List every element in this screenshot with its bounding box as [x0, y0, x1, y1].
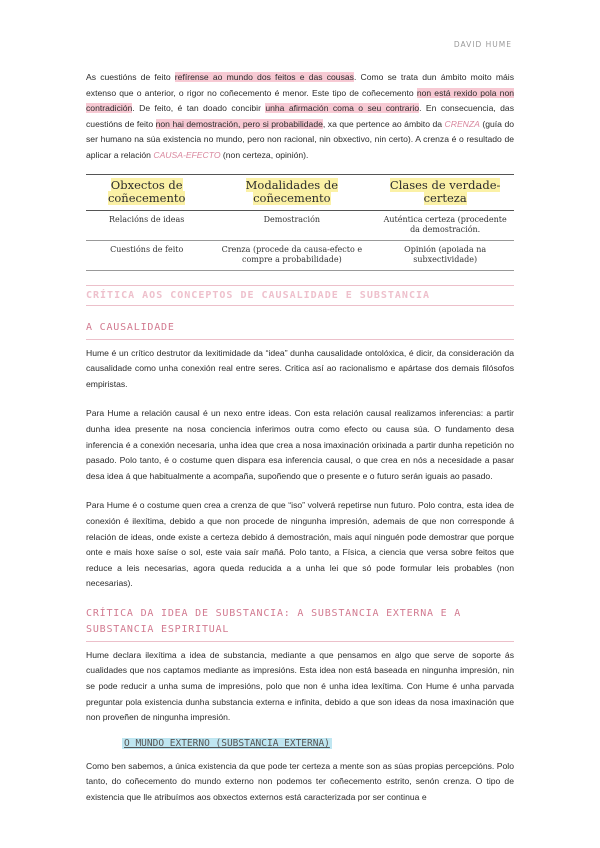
table-cell: Auténtica certeza (procedente da demostración.: [376, 210, 514, 240]
subsection-title-causalidade: A CAUSALIDADE: [86, 320, 514, 340]
table-row: [86, 240, 514, 270]
text-span: (non certeza, opinión).: [220, 149, 309, 160]
table-cell: Demostración: [207, 210, 376, 240]
running-header: DAVID HUME: [453, 40, 512, 49]
keyword-causa-efecto: CAUSA-EFECTO: [153, 149, 221, 160]
table-cell: Crenza (procede da causa-efecto e compre a probabilidade): [207, 240, 376, 270]
table-header-row: [86, 174, 514, 210]
text-span: . En consecuencia, das cuestións de feito: [86, 103, 515, 129]
subsection-title-mundo-externo: [122, 738, 514, 749]
table-header: [207, 174, 376, 210]
paragraph: Hume declara ilexítima a idea de substancia, mediante a que pensamos en algo que serve de soporte ás cualidades que nos captamos mediante as impresións. Esta idea non está baseada en ningunha impresión, nin se pode reducir a unha suma de impresións, polo que non é unha idea lexítima. Con Hume é unha parvada preguntar pola existencia dunha substancia externa e infinita, debido a que son ideas da nosa imaxinación que non proveñen de ningunha impresión.: [86, 649, 514, 723]
text-span: . Como se trata dun ámbito moito máis extenso que o anterior, o rigor no coñecemento é menor. Este tipo de coñecemento: [86, 72, 514, 98]
paragraph: Para Hume é o costume quen crea a crenza de que “iso” volverá repetirse nun futuro. Polo contra, esta idea de conexión é ilexítima, debido a que non procede de ningunha impresión, ademais de que non corresponde á relación de ideas, onde existe a certeza debido á demostración, mais aquí ninguén pode demostrar que porque onte e mais hoxe saíse o sol, este vaia saír mañá. Polo tanto, a Física, a ciencia que versa sobre feitos que reduce a leis necesarias, agora queda reducida a a unha lei que só pode formular leis probables (non necesarias).: [86, 500, 514, 589]
text-span: As cuestións de feito: [86, 72, 175, 82]
table-header: [86, 174, 207, 210]
highlight: non hai demostración, pero si probabilidade: [155, 118, 323, 129]
spacer: [86, 392, 514, 406]
spacer: [86, 484, 514, 498]
highlight: non está rexido pola non contradición: [86, 87, 514, 114]
table-row: [86, 210, 514, 240]
highlight: refírense ao mundo dos feitos e das cousas: [174, 72, 354, 82]
subsection-title-substancia: CRÍTICA DA IDEA DE SUBSTANCIA: A SUBSTANCIA EXTERNA E A SUBSTANCIA ESPIRITUAL: [86, 606, 514, 642]
paragraph: Para Hume a relación causal é un nexo entre ideas. Con esta relación causal realizamos inferencias: a partir dunha idea presente na nosa conciencia inferimos outra como efecto ou causa súa. O fundamento desa inferencia é a conexión necesaria, unha idea que crea a nosa imaxinación orixinada a partir dunha repetición no pasado. Polo tanto, é o costume quen dispara esa inferencia causal, o que crea en nós a necesidade a pasar desa idea á que habitualmente a acompaña, supoñendo que o presente e o futuro serán iguais ao pasado.: [86, 408, 514, 481]
table-header: [376, 174, 514, 210]
text-span: . De feito, é tan doado concibir: [132, 103, 266, 114]
header-text: Obxectos de coñecemento: [107, 177, 186, 205]
subheading-text: O MUNDO EXTERNO (SUBSTANCIA EXTERNA): [124, 737, 330, 749]
text-span: (guía do ser humano na súa existencia no mundo, pero non racional, nin obxectivo, nin certo). A crenza é o resultado de aplicar a relación: [86, 118, 515, 160]
page-body: [86, 70, 514, 806]
intro-paragraph: [86, 70, 514, 164]
table-cell: Opinión (apoiada na subxectividade): [376, 240, 514, 270]
paragraph: Como ben sabemos, a única existencia da que pode ter certeza a mente son as súas propias percepcións. Polo tanto, do coñecemento do mundo externo non podemos ter coñecemento estrito, senón crenza. O tipo de existencia que lle atribuímos aos obxectos externos está caracterizada por ser continua e: [86, 760, 514, 803]
text-span: , xa que pertence ao ámbito da: [322, 118, 445, 129]
knowledge-table: [86, 174, 514, 271]
section-title: CRÍTICA AOS CONCEPTOS DE CAUSALIDADE E SUBSTANCIA: [86, 285, 514, 306]
table-cell: Cuestións de feito: [86, 240, 207, 270]
keyword-crenza: CRENZA: [444, 118, 480, 129]
paragraph: Hume é un crítico destrutor da lexitimidade da “idea” dunha causalidade ontolóxica, é dicir, da consideración da causalidade como unha conexión real entre seres. Critica así ao racionalismo e apártase dos demais filósofos empiristas.: [86, 347, 514, 389]
table-cell: Relacións de ideas: [86, 210, 207, 240]
header-text: Modalidades de coñecemento: [245, 177, 339, 205]
highlight: unha afirmación coma o seu contrario: [265, 103, 420, 114]
header-text: Clases de verdade-certeza: [389, 177, 501, 205]
